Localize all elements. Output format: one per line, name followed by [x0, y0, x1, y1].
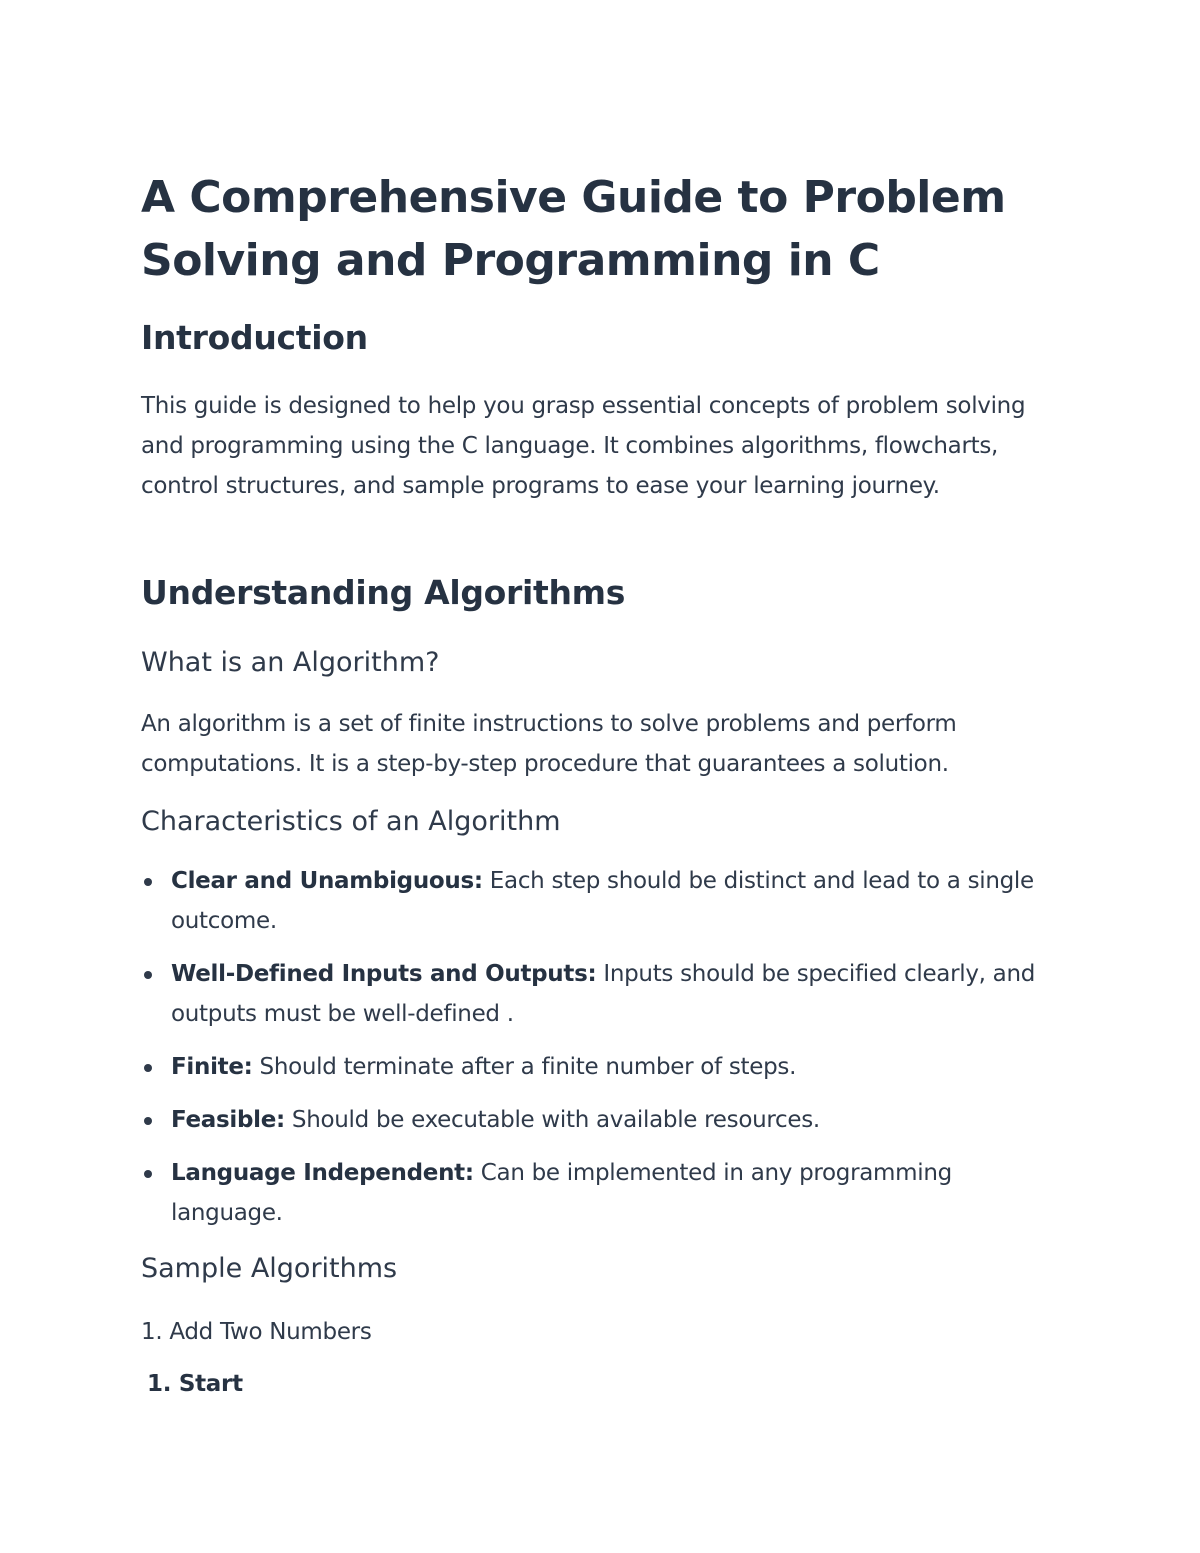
- bullet-icon: [144, 1170, 152, 1178]
- section-heading-understanding-algorithms: Understanding Algorithms: [141, 573, 626, 612]
- bullet-icon: [144, 878, 152, 886]
- sample-algorithm-step: 1. Start: [147, 1371, 243, 1397]
- introduction-paragraph: This guide is designed to help you grasp essential concepts of problem solving and programming using the C language. It combines algorithms, flowcharts, control structures, and sample programs to ease your learning journey.: [141, 393, 1026, 499]
- bullet-icon: [144, 1064, 152, 1072]
- list-item-term: Well-Defined Inputs and Outputs:: [171, 961, 597, 987]
- characteristics-list: [141, 861, 1056, 1246]
- subheading-what-is-algorithm: What is an Algorithm?: [141, 647, 440, 678]
- list-item-text: Can be implemented in any programming language.: [171, 1160, 952, 1226]
- sample-algorithm-title: 1. Add Two Numbers: [141, 1319, 372, 1345]
- list-item: [141, 1047, 1056, 1087]
- list-item-text: Should terminate after a finite number of steps.: [252, 1054, 797, 1080]
- list-item-text: Should be executable with available resources.: [284, 1107, 820, 1133]
- list-item: [141, 861, 1056, 941]
- what-is-algorithm-paragraph: An algorithm is a set of finite instructions to solve problems and perform computations. It is a step-by-step procedure that guarantees a solution.: [141, 711, 957, 777]
- page-title: A Comprehensive Guide to Problem Solving and Programming in C: [141, 172, 1006, 286]
- bullet-icon: [144, 971, 152, 979]
- list-item-term: Feasible:: [171, 1107, 285, 1133]
- list-item: [141, 1153, 1056, 1233]
- subheading-characteristics: Characteristics of an Algorithm: [141, 806, 561, 837]
- list-item-text: Inputs should be specified clearly, and outputs must be well-defined .: [171, 961, 1036, 1027]
- list-item-term: Clear and Unambiguous:: [171, 868, 483, 894]
- list-item-text: Each step should be distinct and lead to a single outcome.: [171, 868, 1034, 934]
- bullet-icon: [144, 1117, 152, 1125]
- list-item: [141, 954, 1056, 1034]
- list-item: [141, 1100, 1056, 1140]
- list-item-term: Finite:: [171, 1054, 253, 1080]
- subheading-sample-algorithms: Sample Algorithms: [141, 1253, 398, 1284]
- list-item-term: Language Independent:: [171, 1160, 474, 1186]
- section-heading-introduction: Introduction: [141, 318, 368, 357]
